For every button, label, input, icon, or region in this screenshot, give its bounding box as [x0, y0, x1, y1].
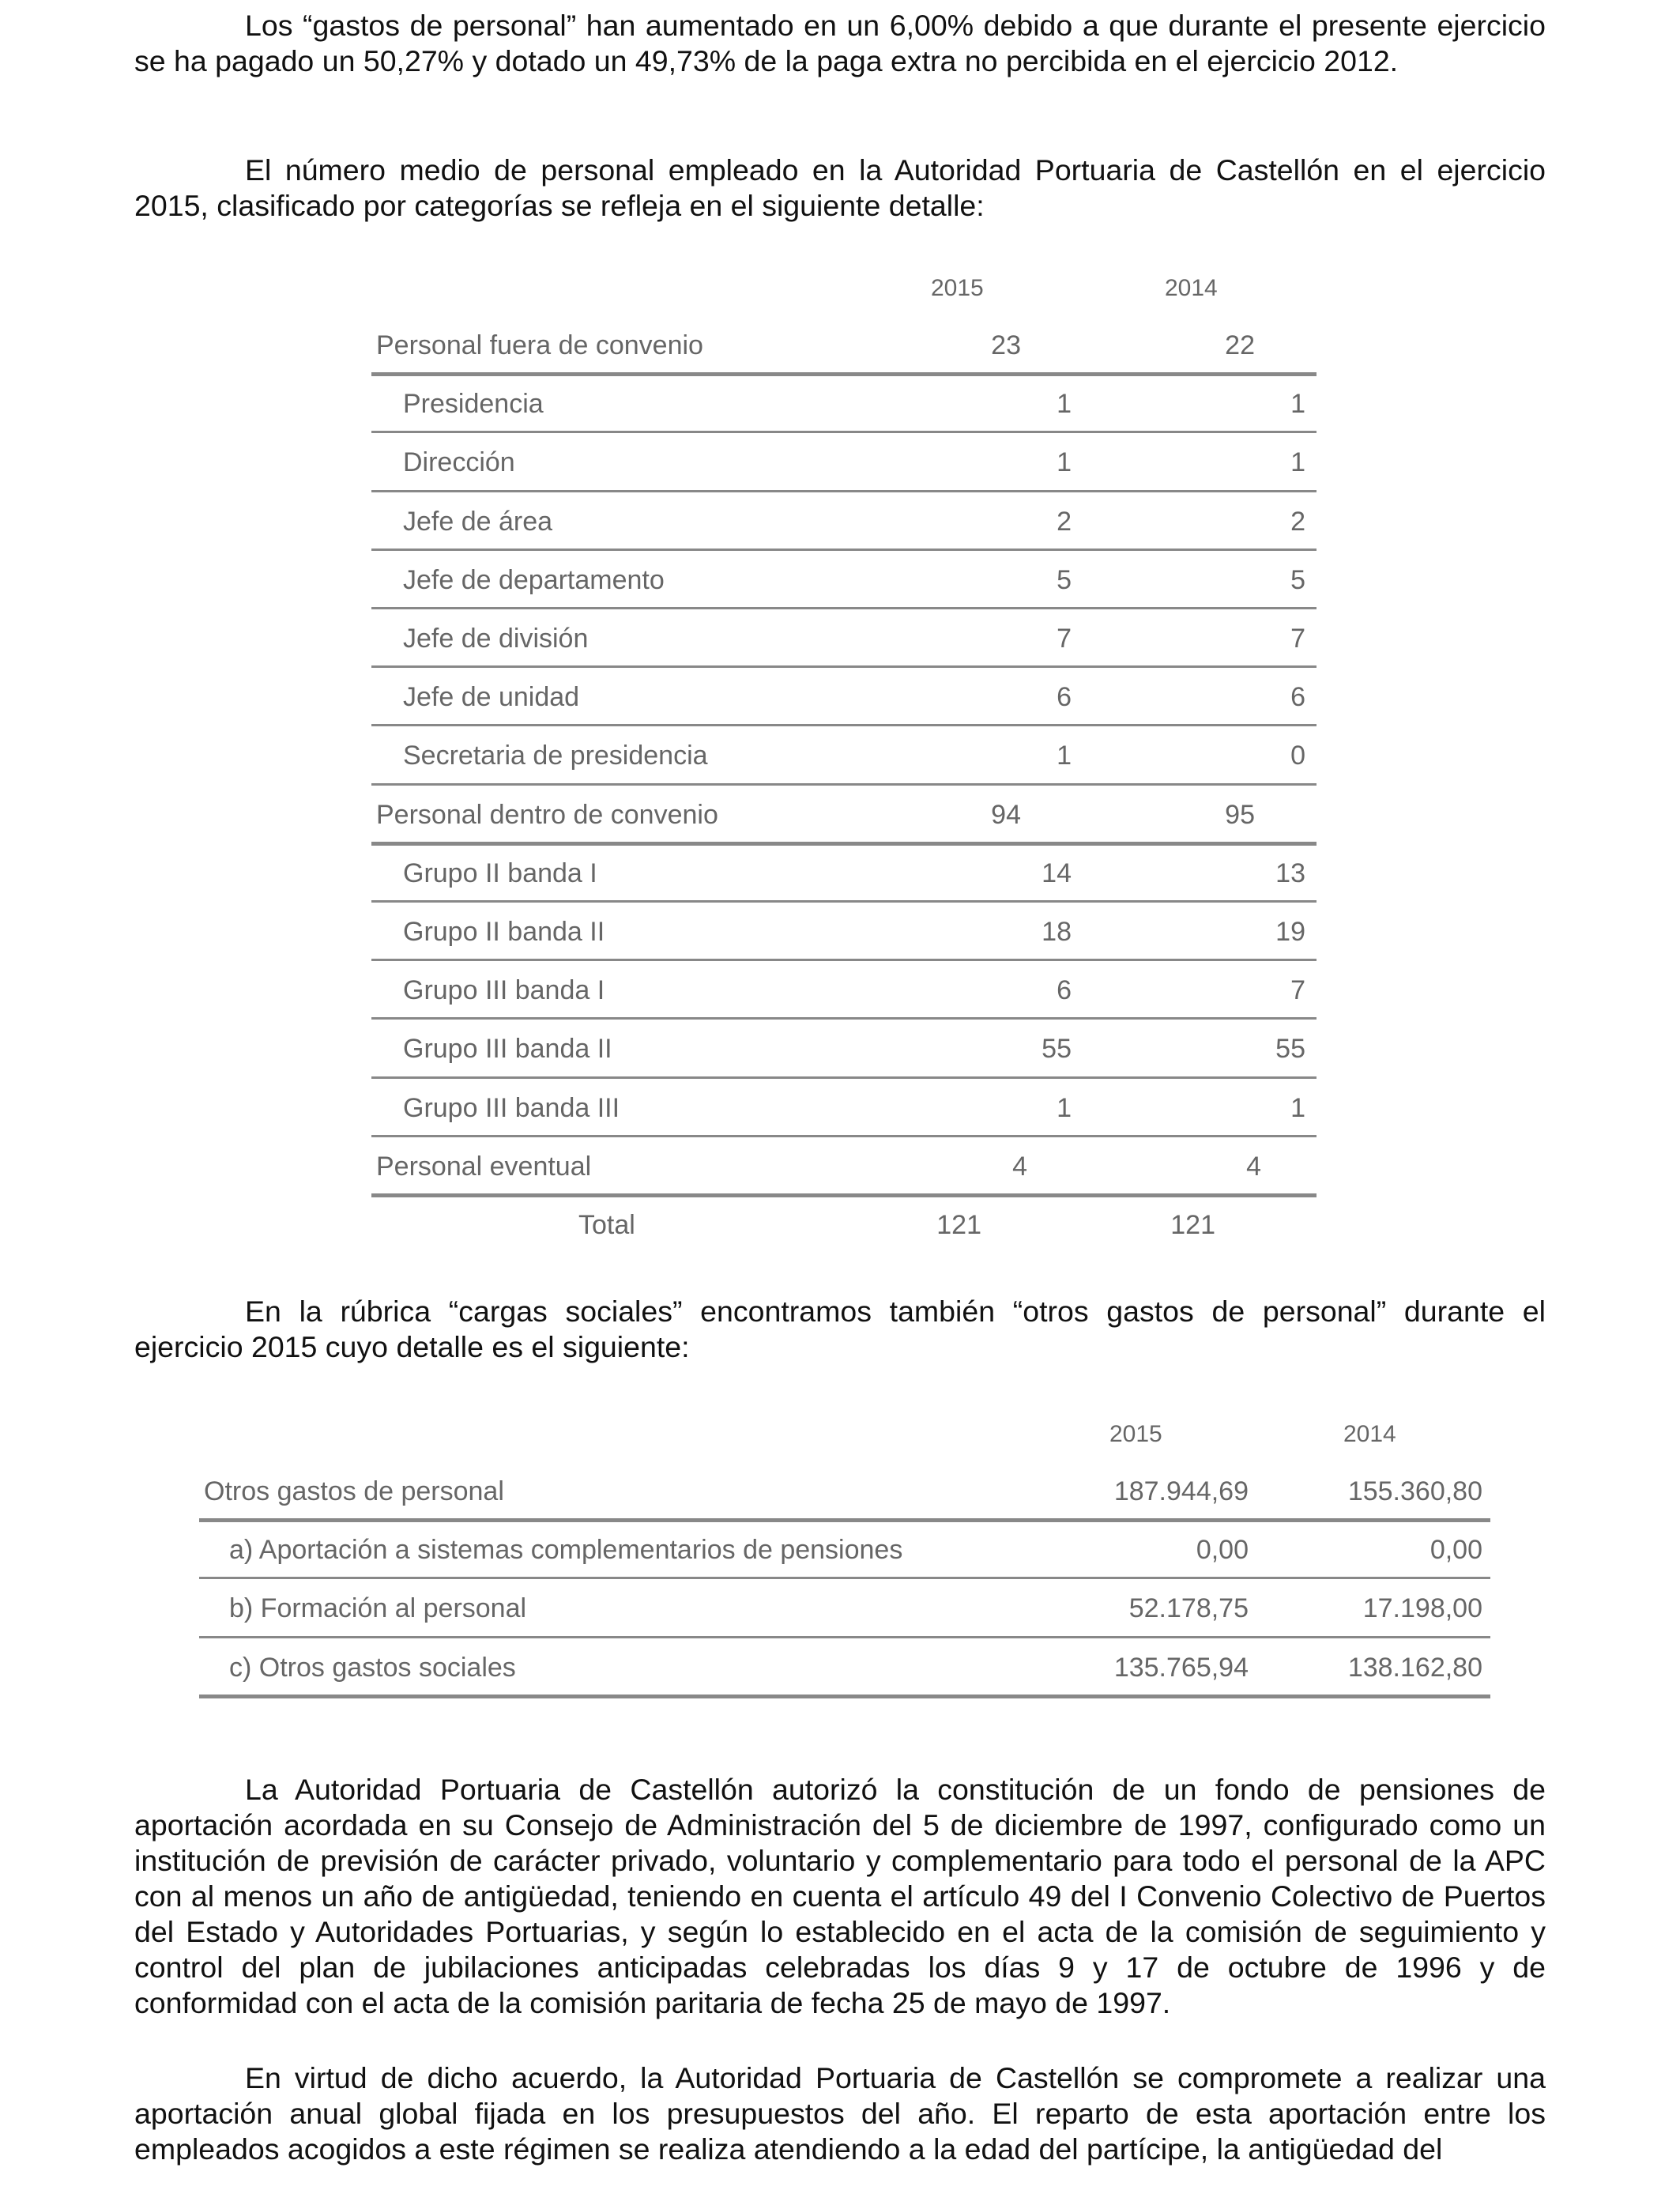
value-2015: 6 — [1057, 682, 1072, 713]
value-2014: 0 — [1290, 741, 1305, 771]
row-label: Grupo III banda I — [403, 975, 605, 1006]
row-label: Jefe de departamento — [403, 564, 665, 595]
table-row — [199, 1579, 1490, 1638]
value-2014: 6 — [1290, 682, 1305, 713]
value-2014: 19 — [1275, 917, 1305, 947]
value-2015: 94 — [991, 799, 1021, 830]
value-2014: 2 — [1290, 506, 1305, 537]
value-2015: 0,00 — [1196, 1535, 1249, 1566]
table-row — [371, 1079, 1317, 1137]
paragraph-staff-intro — [134, 153, 1546, 224]
row-label: Jefe de unidad — [403, 682, 580, 713]
value-2014: 13 — [1275, 858, 1305, 888]
total-label: Total — [578, 1210, 635, 1240]
total-2015: 121 — [936, 1210, 981, 1240]
value-2015: 5 — [1057, 564, 1072, 595]
row-label: Personal dentro de convenio — [376, 799, 718, 830]
row-label: c) Otros gastos sociales — [229, 1652, 516, 1683]
value-2014: 155.360,80 — [1347, 1476, 1482, 1506]
table-row — [371, 1020, 1317, 1078]
row-label: a) Aportación a sistemas complementarios de pensiones — [229, 1535, 903, 1566]
total-row — [371, 1196, 1317, 1254]
value-2015: 1 — [1057, 389, 1072, 420]
value-2015: 1 — [1057, 1092, 1072, 1123]
paragraph-annual-contribution — [134, 2060, 1546, 2167]
table-row — [371, 961, 1317, 1020]
row-label: Grupo III banda III — [403, 1092, 620, 1123]
table-row — [371, 433, 1317, 492]
group-row — [371, 786, 1317, 844]
row-label: Grupo II banda II — [403, 917, 605, 947]
value-2014: 7 — [1290, 624, 1305, 654]
paragraph-text: En virtud de dicho acuerdo, la Autoridad Portuaria de Castellón se compromete a realizar una aportación anual global fijada en los presupuestos del año. El reparto de esta aportación entre los empleados acogidos a este régimen se realiza atendiendo a la edad del partícipe, la antigüedad del — [134, 2061, 1546, 2166]
value-2014: 7 — [1290, 975, 1305, 1006]
row-label: Jefe de división — [403, 624, 589, 654]
value-2015: 187.944,69 — [1113, 1476, 1249, 1506]
row-label: Grupo III banda II — [403, 1034, 612, 1065]
row-label: Otros gastos de personal — [204, 1476, 504, 1506]
value-2015: 18 — [1042, 917, 1072, 947]
row-label: Personal fuera de convenio — [376, 330, 703, 360]
table-row — [371, 668, 1317, 726]
table-row — [371, 726, 1317, 785]
group-divider — [199, 1695, 1490, 1698]
value-2015: 1 — [1057, 741, 1072, 771]
value-2015: 7 — [1057, 624, 1072, 654]
row-label: Grupo II banda I — [403, 858, 597, 888]
table-row — [371, 375, 1317, 433]
table-row — [371, 492, 1317, 551]
value-2014: 1 — [1290, 1092, 1305, 1123]
value-2014: 1 — [1290, 389, 1305, 420]
paragraph-text: Los “gastos de personal” han aumentado en un 6,00% debido a que durante el presente ejercicio se ha pagado un 50,27% y dotado un 49,73% de la paga extra no percibida en el ejercicio 2012. — [134, 9, 1546, 77]
value-2014: 4 — [1246, 1151, 1261, 1182]
paragraph-personnel-expenses — [134, 8, 1546, 79]
row-label: Secretaria de presidencia — [403, 741, 708, 771]
row-label: Presidencia — [403, 389, 544, 420]
value-2015: 135.765,94 — [1113, 1652, 1249, 1683]
table-row — [199, 1521, 1490, 1579]
row-label: Jefe de área — [403, 506, 553, 537]
group-row — [371, 1137, 1317, 1196]
value-2015: 14 — [1042, 858, 1072, 888]
total-2014: 121 — [1170, 1210, 1215, 1240]
row-label: Dirección — [403, 447, 515, 478]
value-2014: 17.198,00 — [1362, 1593, 1482, 1624]
column-header-2015: 2015 — [931, 275, 984, 301]
value-2014: 22 — [1225, 330, 1255, 360]
paragraph-social-charges — [134, 1294, 1546, 1365]
group-row — [371, 316, 1317, 375]
value-2015: 2 — [1057, 506, 1072, 537]
column-header-2014: 2014 — [1165, 275, 1218, 301]
value-2014: 5 — [1290, 564, 1305, 595]
value-2015: 1 — [1057, 447, 1072, 478]
paragraph-text: En la rúbrica “cargas sociales” encontramos también “otros gastos de personal” durante el ejercicio 2015 cuyo detalle es el siguiente: — [134, 1295, 1546, 1363]
column-header-2015: 2015 — [1109, 1421, 1162, 1447]
table-row — [199, 1638, 1490, 1697]
table-row — [371, 609, 1317, 668]
paragraph-text: La Autoridad Portuaria de Castellón autorizó la constitución de un fondo de pensiones de aportación acordada en su Consejo de Administración del 5 de diciembre de 1997, configurado como un institución de previsión de carácter privado, voluntario y complementario para todo el personal de la APC con al menos un año de antigüedad, teniendo en cuenta el artículo 49 del I Convenio Colectivo de Puertos del Estado y Autoridades Portuarias, y según lo establecido en el acta de la comisión de seguimiento y control del plan de jubilaciones anticipadas celebradas los días 9 y 17 de octubre de 1996 y de conformidad con el acta de la comisión paritaria de fecha 25 de mayo de 1997. — [134, 1773, 1546, 2019]
value-2014: 138.162,80 — [1347, 1652, 1482, 1683]
column-header-2014: 2014 — [1343, 1421, 1396, 1447]
value-2014: 55 — [1275, 1034, 1305, 1065]
paragraph-text: El número medio de personal empleado en la Autoridad Portuaria de Castellón en el ejercicio 2015, clasificado por categorías se refleja en el siguiente detalle: — [134, 153, 1546, 222]
value-2015: 55 — [1042, 1034, 1072, 1065]
value-2014: 1 — [1290, 447, 1305, 478]
value-2015: 23 — [991, 330, 1021, 360]
value-2014: 0,00 — [1430, 1535, 1482, 1566]
table-row — [371, 551, 1317, 609]
value-2015: 52.178,75 — [1128, 1593, 1249, 1624]
value-2014: 95 — [1225, 799, 1255, 830]
paragraph-pension-fund — [134, 1772, 1546, 2021]
group-row — [199, 1462, 1490, 1521]
value-2015: 4 — [1012, 1151, 1027, 1182]
table-row — [371, 844, 1317, 903]
value-2015: 6 — [1057, 975, 1072, 1006]
row-label: b) Formación al personal — [229, 1593, 527, 1624]
table-row — [371, 903, 1317, 961]
row-label: Personal eventual — [376, 1151, 592, 1182]
